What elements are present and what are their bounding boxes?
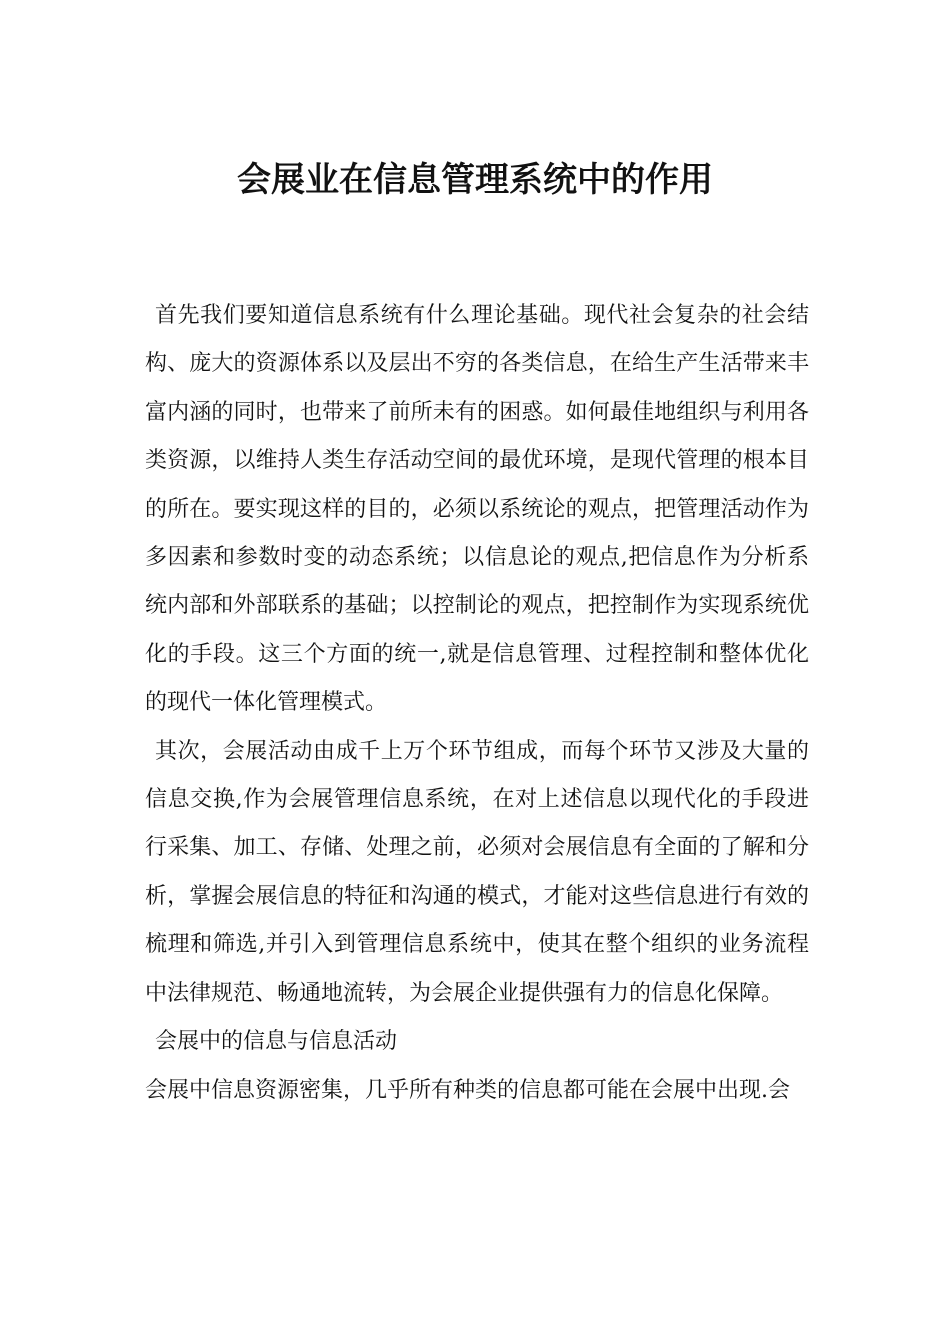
paragraph-theory-basis: 首先我们要知道信息系统有什么理论基础。现代社会复杂的社会结构、庞大的资源体系以及层出不穷的各类信息，在给生产生活带来丰富内涵的同时，也带来了前所未有的困惑。如何最佳地组织与利用各类资源，以维持人类生存活动空间的最优环境，是现代管理的根本目的所在。要实现这样的目的，必须以系统论的观点，把管理活动作为多因素和参数时变的动态系统；以信息论的观点,把信息作为分析系统内部和外部联系的基础；以控制论的观点，把控制作为实现系统优化的手段。这三个方面的统一,就是信息管理、过程控制和整体优化的现代一体化管理模式。 <box>145 303 809 716</box>
paragraph-information-resources: 会展中信息资源密集，几乎所有种类的信息都可能在会展中出现.会 <box>145 1077 790 1103</box>
section-heading-information-activities: 会展中的信息与信息活动 <box>155 1029 398 1055</box>
document-body <box>145 292 809 1115</box>
paragraph-exhibition-activities: 其次，会展活动由成千上万个环节组成，而每个环节又涉及大量的信息交换,作为会展管理信息系统，在对上述信息以现代化的手段进行采集、加工、存储、处理之前，必须对会展信息有全面的了解和分析，掌握会展信息的特征和沟通的模式，才能对这些信息进行有效的梳理和筛选,并引入到管理信息系统中，使其在整个组织的业务流程中法律规范、畅通地流转，为会展企业提供强有力的信息化保障。 <box>145 738 809 1006</box>
document-title: 会展业在信息管理系统中的作用 <box>237 160 713 200</box>
